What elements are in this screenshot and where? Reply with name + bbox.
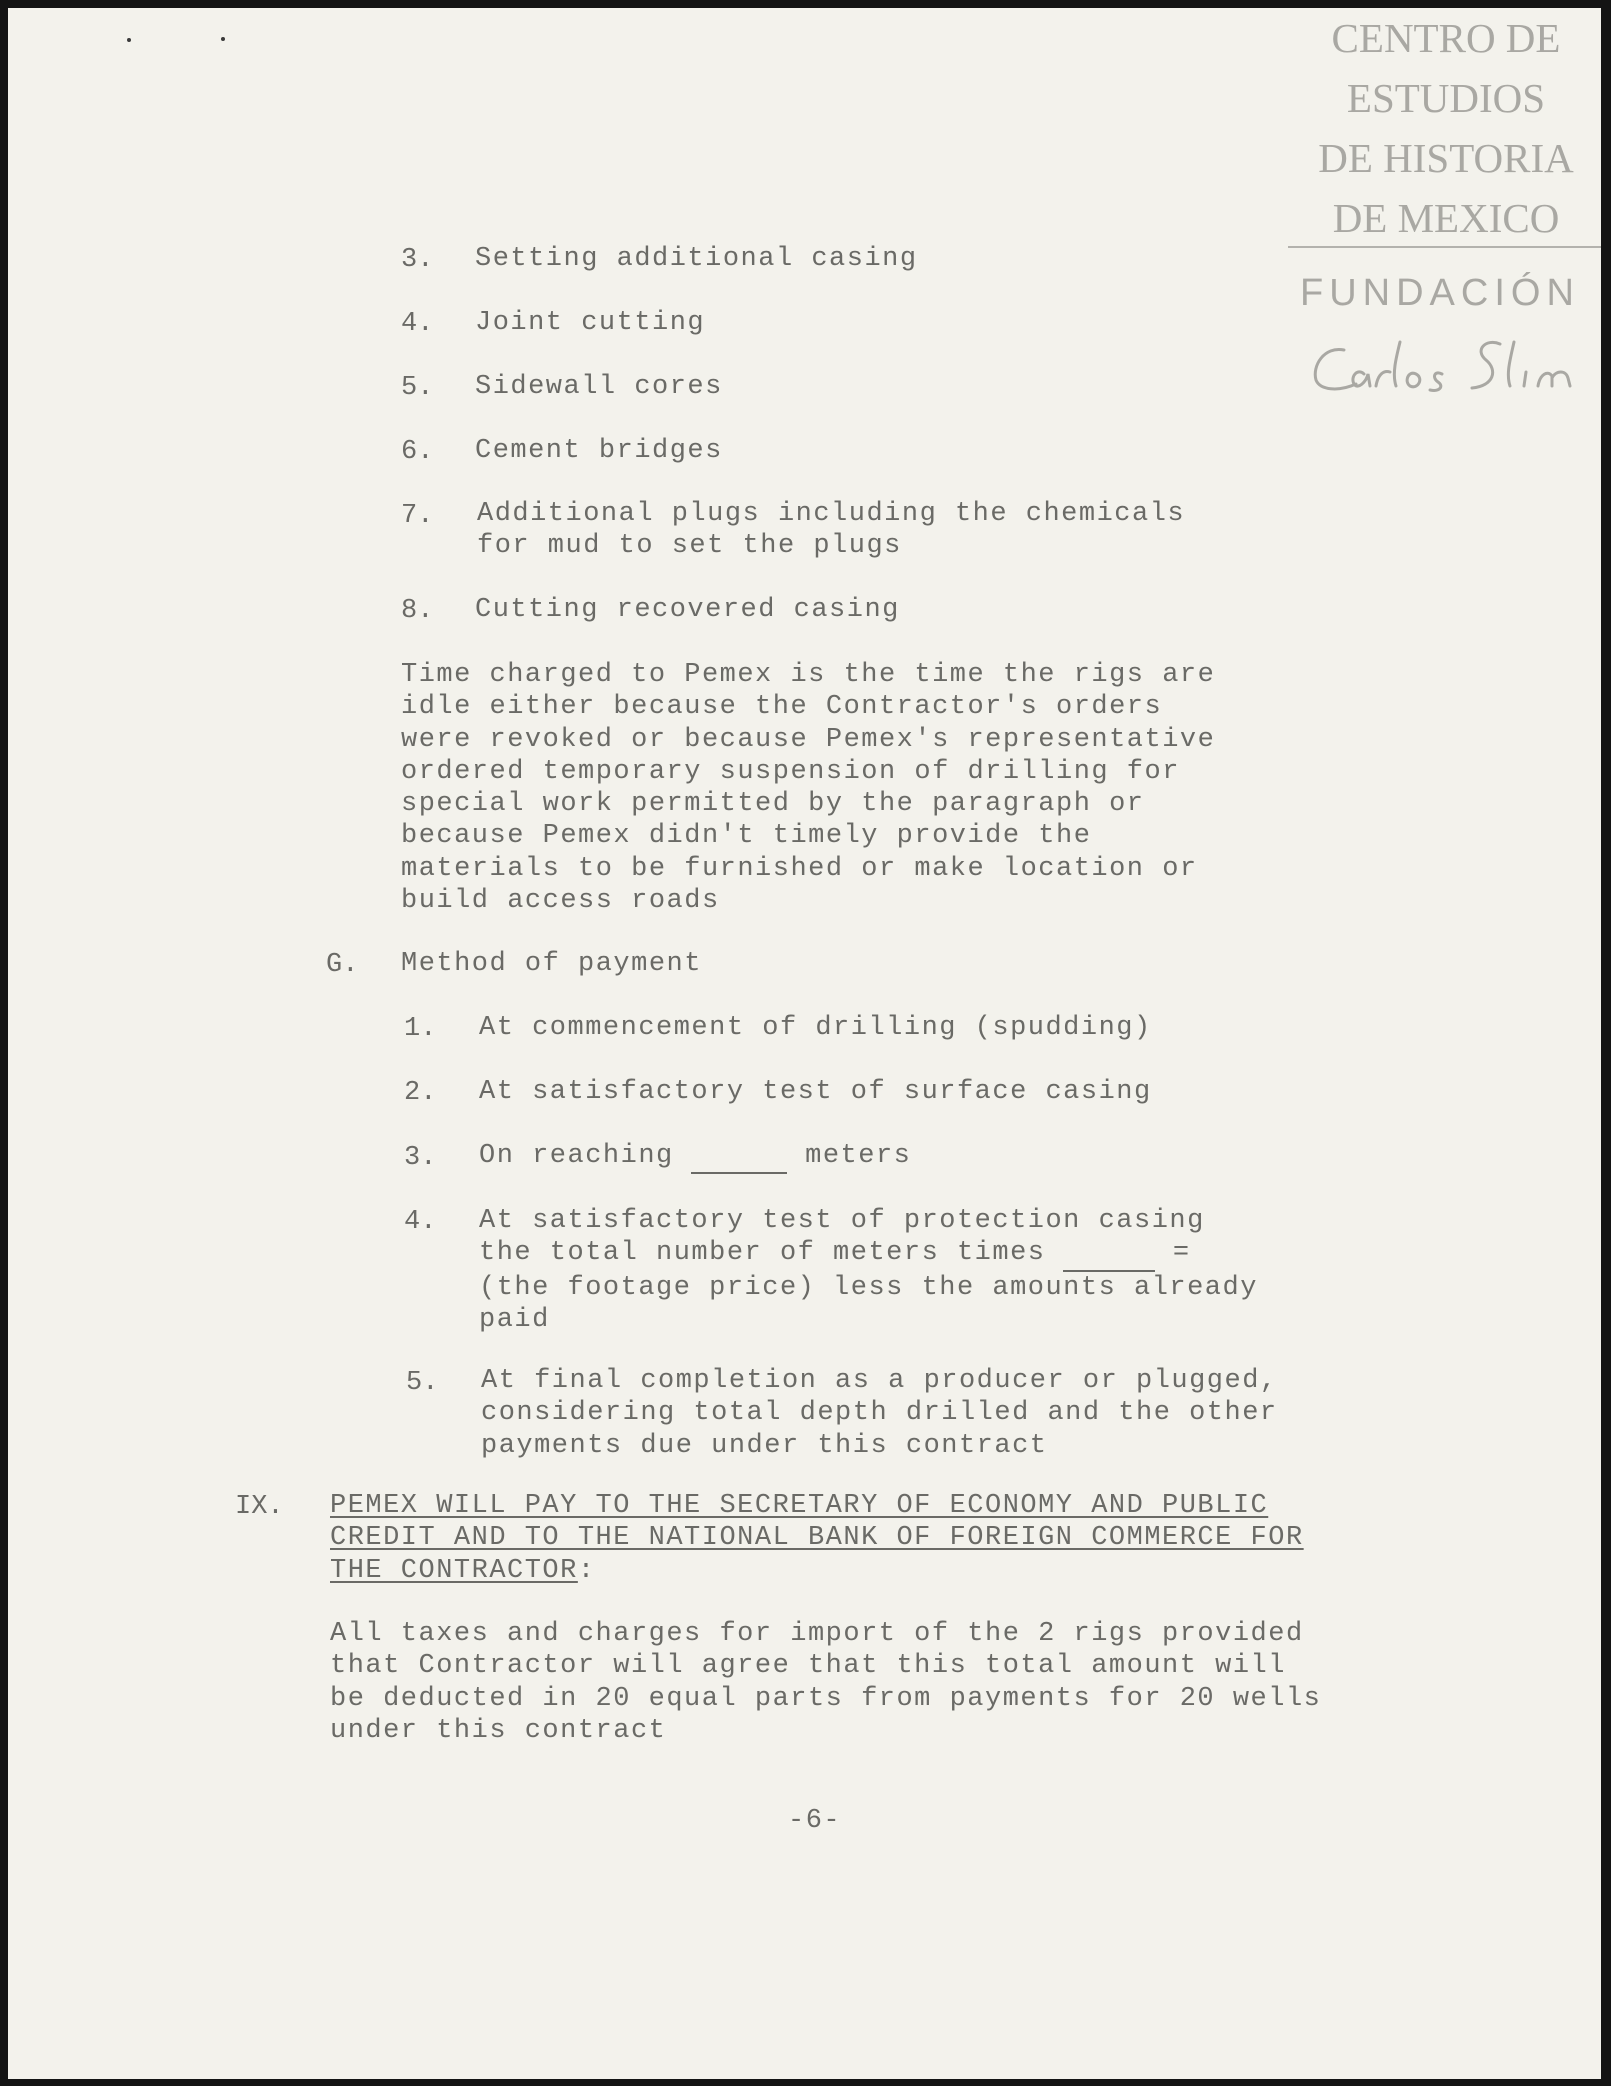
list-item-text: Cutting recovered casing (475, 595, 900, 625)
text-line: for mud to set the plugs (477, 531, 902, 562)
section-ix-heading (330, 1490, 1304, 1587)
page-number: -6- (788, 1806, 842, 1836)
list-item-text: Setting additional casing (475, 244, 918, 274)
text-line: paid (479, 1304, 550, 1335)
list-item-text: Joint cutting (475, 308, 706, 338)
time-charged-paragraph (401, 659, 1215, 917)
payment-item-text (479, 1205, 1258, 1336)
payment-item-text: At commencement of drilling (spudding) (479, 1013, 1152, 1043)
heading-line: PEMEX WILL PAY TO THE SECRETARY OF ECONOMY AND PUBLIC (330, 1491, 1269, 1521)
text-line: under this contract (330, 1715, 667, 1746)
document-page (8, 8, 1601, 2079)
text-line: Additional plugs including the chemicals (477, 499, 1186, 529)
text-line: build access roads (401, 886, 720, 917)
section-ix-numeral: IX. (235, 1492, 284, 1522)
text-line: special work permitted by the paragraph or (401, 789, 1145, 820)
payment-item-number: 5. (406, 1368, 439, 1398)
payment-item-text (479, 1140, 911, 1174)
text-segment: the total number of meters times (479, 1238, 1046, 1269)
text-line: were revoked or because Pemex's representative (401, 724, 1216, 755)
text-segment: = (1172, 1238, 1191, 1269)
list-item-text: Cement bridges (475, 436, 723, 466)
list-item-number: 8. (401, 596, 434, 626)
text-line: Time charged to Pemex is the time the rigs are (401, 660, 1216, 690)
speck-2 (221, 37, 225, 41)
list-item-number: 4. (401, 309, 434, 339)
section-g-title: Method of payment (401, 949, 702, 979)
payment-item-number: 1. (404, 1014, 437, 1044)
text-segment: On reaching (479, 1141, 674, 1171)
payment-item-number: 3. (404, 1143, 437, 1173)
payment-item-text: At satisfactory test of surface casing (479, 1077, 1152, 1107)
text-line: that Contractor will agree that this total amount will (330, 1651, 1286, 1682)
text-line: because Pemex didn't timely provide the (401, 821, 1092, 852)
text-line: materials to be furnished or make location or (401, 853, 1198, 884)
watermark-fundacion: FUNDACIÓN (1300, 272, 1580, 314)
blank-line (691, 1140, 787, 1174)
text-segment: : (577, 1555, 596, 1586)
text-line: All taxes and charges for import of the 2 rigs provided (330, 1619, 1304, 1649)
text-segment: meters (805, 1141, 912, 1171)
list-item-number: 6. (401, 437, 434, 467)
speck-1 (127, 38, 131, 42)
watermark-divider (1288, 246, 1601, 248)
payment-item-number: 4. (404, 1207, 437, 1237)
list-item-number: 5. (401, 373, 434, 403)
text-line: be deducted in 20 equal parts from payments for 20 wells (330, 1683, 1322, 1714)
watermark-line-2: ESTUDIOS (1346, 75, 1546, 121)
heading-line: CREDIT AND TO THE NATIONAL BANK OF FOREIGN COMMERCE FOR (330, 1523, 1304, 1554)
text-line: At satisfactory test of protection casing (479, 1206, 1205, 1236)
heading-line (330, 1555, 1304, 1587)
text-line: considering total depth drilled and the other (481, 1398, 1278, 1429)
list-item-text: Sidewall cores (475, 372, 723, 402)
text-segment: THE CONTRACTOR (330, 1555, 578, 1586)
list-item-number: 3. (401, 245, 434, 275)
watermark-line-1: CENTRO DE (1331, 15, 1561, 61)
section-ix-body (330, 1618, 1321, 1747)
text-line: idle either because the Contractor's orders (401, 692, 1163, 723)
payment-item-number: 2. (404, 1078, 437, 1108)
payment-item-text (481, 1365, 1278, 1462)
text-line: (the footage price) less the amounts already (479, 1272, 1258, 1303)
list-item-number: 7. (401, 501, 434, 531)
text-line: At final completion as a producer or plugged, (481, 1366, 1278, 1396)
watermark-line-4: DE MEXICO (1332, 195, 1560, 241)
section-g-letter: G. (326, 950, 359, 980)
blank-line (1063, 1237, 1155, 1271)
signature-logo (1304, 328, 1601, 408)
text-line: ordered temporary suspension of drilling for (401, 756, 1180, 787)
text-line: payments due under this contract (481, 1430, 1048, 1461)
list-item-text (477, 498, 1185, 563)
archive-watermark (1290, 8, 1601, 248)
text-line (479, 1237, 1258, 1271)
watermark-line-3: DE HISTORIA (1318, 135, 1574, 181)
